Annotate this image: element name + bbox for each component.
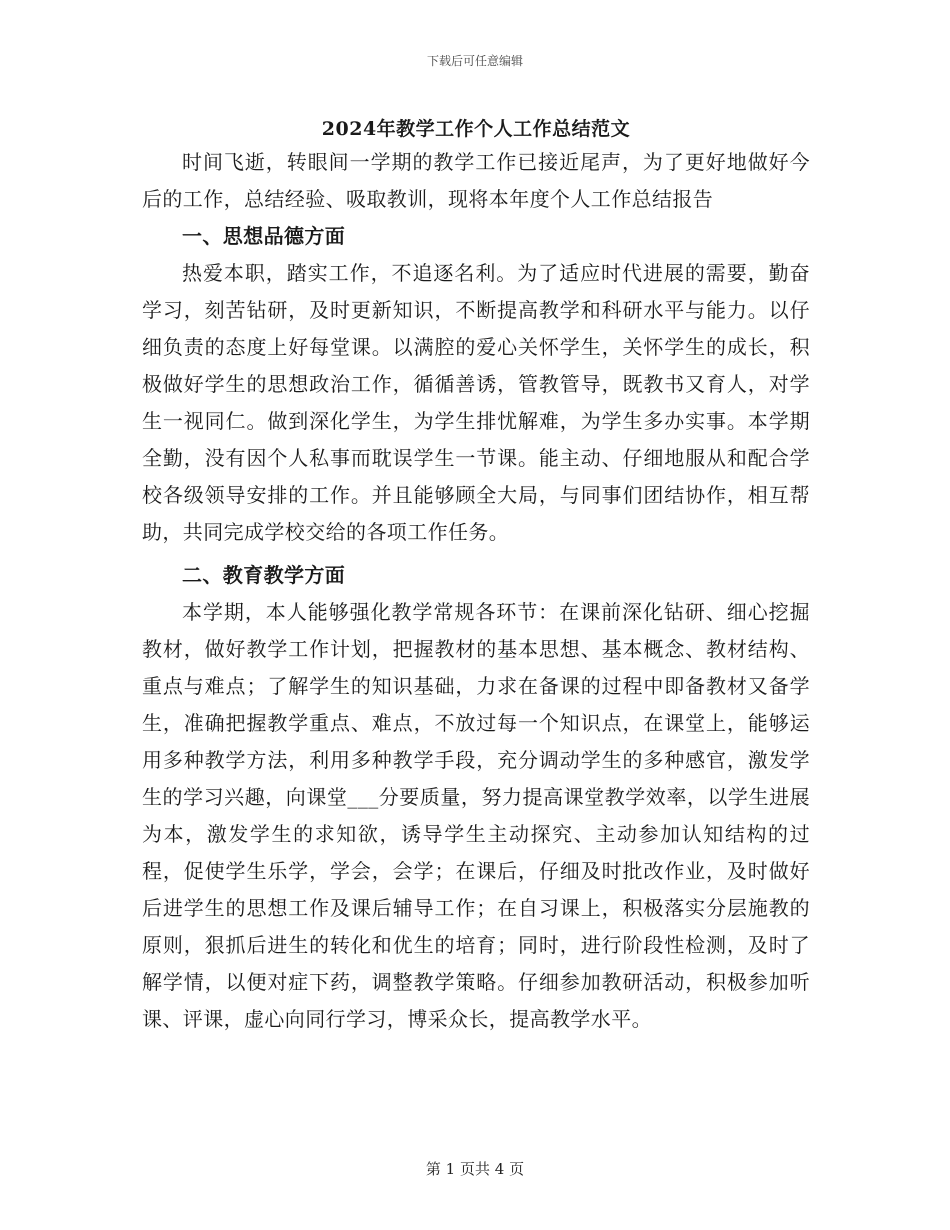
page-footer: 第 1 页共 4 页 <box>425 1160 525 1178</box>
intro-paragraph: 时间飞逝，转眼间一学期的教学工作已接近尾声，为了更好地做好今后的工作，总结经验、吸取教训，现将本年度个人工作总结报告 <box>142 150 810 211</box>
section-body-ideology: 热爱本职，踏实工作，不追逐名利。为了适应时代进展的需要，勤奋学习，刻苦钻研，及时更新知识，不断提高教学和科研水平与能力。以仔细负责的态度上好每堂课。以满腔的爱心关怀学生，关怀学生的成长，积极做好学生的思想政治工作，循循善诱，管教管导，既教书又育人，对学生一视同仁。做到深化学生，为学生排忧解难，为学生多办实事。本学期全勤，没有因个人私事而耽误学生一节课。能主动、仔细地服从和配合学校各级领导安排的工作。并且能够顾全大局，与同事们团结协作，相互帮助，共同完成学校交给的各项工作任务。 <box>142 261 810 544</box>
section-heading-ideology: 一、思想品德方面 <box>182 224 346 248</box>
section-body-teaching: 本学期，本人能够强化教学常规各环节：在课前深化钻研、细心挖掘教材，做好教学工作计划，把握教材的基本思想、基本概念、教材结构、重点与难点；了解学生的知识基础，力求在备课的过程中即备教材又备学生，准确把握教学重点、难点，不放过每一个知识点，在课堂上，能够运用多种教学方法，利用多种教学手段，充分调动学生的多种感官，激发学生的学习兴趣，向课堂___分要质量，努力提高课堂教学效率，以学生进展为本，激发学生的求知欲，诱导学生主动探究、主动参加认知结构的过程，促使学生乐学，学会，会学；在课后，仔细及时批改作业，及时做好后进学生的思想工作及课后辅导工作；在自习课上，积极落实分层施教的原则，狠抓后进生的转化和优生的培育；同时，进行阶段性检测，及时了解学情，以便对症下药，调整教学策略。仔细参加教研活动，积极参加听课、评课，虚心向同行学习，博采众长，提高教学水平。 <box>142 600 810 1031</box>
document-title: 2024年教学工作个人工作总结范文 <box>321 118 631 140</box>
page-header: 下载后可任意编辑 <box>426 54 523 68</box>
section-heading-teaching: 二、教育教学方面 <box>182 563 346 587</box>
document-body <box>142 114 810 1038</box>
